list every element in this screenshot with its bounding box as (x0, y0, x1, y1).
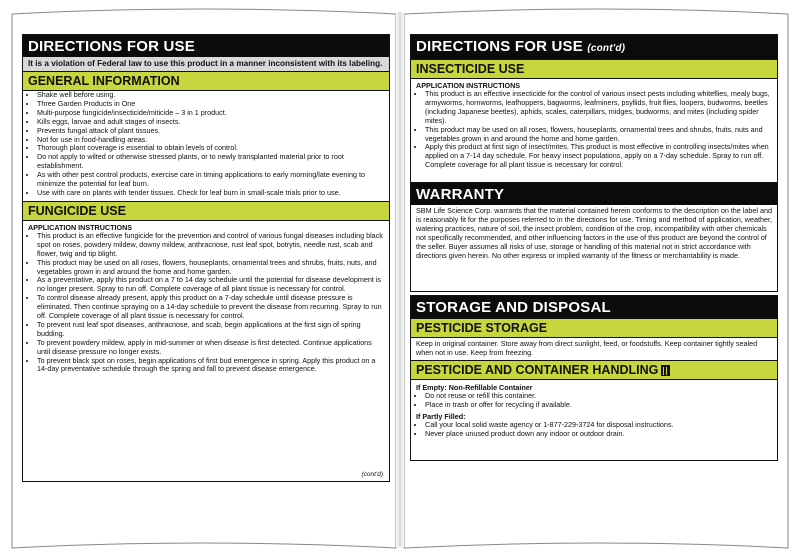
list-item: • Call your local solid waste agency or 1-877-229-3724 for disposal instructions. (425, 421, 772, 430)
fungicide-use-heading: FUNGICIDE USE (23, 201, 389, 221)
list-item: • Use with care on plants with tender tissues. Check for leaf burn in small-scale trials prior to use. (37, 189, 384, 198)
insecticide-instructions-list (411, 90, 777, 170)
pesticide-storage-heading: PESTICIDE STORAGE (411, 318, 777, 338)
list-item: • Shake well before using. (37, 91, 384, 100)
directions-panel-right (410, 34, 778, 190)
list-item: • To prevent rust leaf spot diseases, anthracnose, and scab, begin applications at the first sign of spring budding. (37, 321, 384, 339)
list-item: • Never place unused product down any indoor or outdoor drain. (425, 430, 772, 439)
storage-disposal-panel (410, 295, 778, 461)
warranty-text: SBM Life Science Corp. warrants that the material contained herein conforms to the description on the label and is reasonably fit for the purposes referred to in the directions for use. Timing and method of application, weather, watering practices, nature of soil, the insect problem, condition of the crop, incompatibility with other chemicals not specifically recommended, and other influencing factors in the use of this product are beyond the control of the seller. Buyer assumes all risks of use, storage or handling of this material not in strict accordance with directions given herein. No other express or implied warranty of the fitness or merchantability is made. (416, 206, 772, 260)
directions-cont-title (411, 35, 777, 59)
list-item: • Three Garden Products in One (37, 100, 384, 109)
list-item: • Prevents fungal attack of plant tissues. (37, 127, 384, 136)
federal-warning: It is a violation of Federal law to use this product in a manner inconsistent with its labeling. (23, 57, 389, 71)
list-item: • As a preventative, apply this product on a 7 to 14 day schedule until the potential for disease development is no longer present. Spray to run off. Complete coverage of all plant tissue is necessary for control. (37, 276, 384, 294)
list-item: • To prevent black spot on roses, begin applications of first bud emergence in spring. Apply this product on a 14-day preventative schedule through the spring and fall to prevent disease emergence. (37, 357, 384, 375)
warranty-panel (410, 182, 778, 292)
list-item: • Do not reuse or refill this container. (425, 392, 772, 401)
list-item: • This product may be used on all roses, flowers, houseplants, ornamental trees and shrubs, fruits, nuts and vegetables grown in and around the home and home garden. (425, 126, 772, 144)
directions-title: DIRECTIONS FOR USE (416, 38, 583, 55)
if-partly-filled-label: If Partly Filled: (416, 411, 466, 421)
general-information-heading: GENERAL INFORMATION (23, 71, 389, 91)
fungicide-application-subtitle: APPLICATION INSTRUCTIONS (28, 222, 133, 232)
list-item: • To prevent powdery mildew, apply in mid-summer or when disease is first detected. Continue applications until disease pressure no longer exists. (37, 339, 384, 357)
list-item: • Kills eggs, larvae and adult stages of insects. (37, 118, 384, 127)
right-page (410, 20, 778, 540)
pesticide-storage-text: Keep in original container. Store away from direct sunlight, feed, or foodstuffs. Keep container tightly sealed when not in use. Keep from freezing. (416, 339, 758, 357)
list-item: • Multi-purpose fungicide/insecticide/miticide – 3 in 1 product. (37, 109, 384, 118)
list-item: • Apply this product at first sign of insect/mites. This product is most effective in controlling insects/mites when applied on a 7-14 day schedule. For heavy insect populations, apply on a 7-day schedule. Spray to run off. Complete coverage for all plant tissue is necessary for control. (425, 143, 772, 170)
container-handling-heading (411, 360, 777, 380)
list-item: • Not for use in food-handling areas. (37, 136, 384, 145)
if-partly-filled-list (411, 421, 777, 439)
general-information-list (23, 91, 389, 198)
list-item: • This product may be used on all roses, flowers, houseplants, ornamental trees and shrubs, fruits, nuts, and vegetables grown in and around the home and home garden. (37, 259, 384, 277)
list-item: • Place in trash or offer for recycling if available. (425, 401, 772, 410)
if-empty-list (411, 392, 777, 410)
list-item: • This product is an effective insecticide for the control of various insect pests including whiteflies, mealy bugs, armyworms, hornworms, leafhoppers, bagworms, leafminers, psyllids, fruit flies, loopers, budworms, beetles (including Japanese beetles), aphids, scales, caterpillars, midges, budworms, and mites (including spider mites). (425, 90, 772, 126)
list-item: • This product is an effective fungicide for the prevention and control of various fungal diseases including black spot on roses, powdery mildew, downy mildew, anthracnose, rust leaf spot, botrytis, needle rust, scab and flower, twig and tip blight. (37, 232, 384, 259)
continued-note: (cont'd) (361, 471, 383, 478)
booklet-fold (396, 12, 404, 547)
container-handling-title: PESTICIDE AND CONTAINER HANDLING (416, 362, 659, 377)
list-item: • To control disease already present, apply this product on a 7-day schedule until disease pressure is eliminated. Then continue spraying on a 14-day schedule to prevent the disease from recurring. Spray to run off. Complete coverage of all plant tissue is necessary for control. (37, 294, 384, 321)
continued-suffix: (cont'd) (587, 43, 626, 54)
storage-disposal-heading: STORAGE AND DISPOSAL (411, 296, 777, 318)
insecticide-application-subtitle: APPLICATION INSTRUCTIONS (416, 81, 521, 90)
warranty-heading: WARRANTY (411, 183, 777, 205)
list-item: • Thorough plant coverage is essential to obtain levels of control. (37, 144, 384, 153)
list-item: • Do not apply to wilted or otherwise stressed plants, or to newly transplanted material prior to root establishment. (37, 153, 384, 171)
fungicide-instructions-list (23, 232, 389, 375)
left-page (22, 20, 390, 540)
trash-bin-icon (661, 365, 670, 376)
insecticide-use-heading: INSECTICIDE USE (411, 59, 777, 79)
list-item: • As with other pest control products, exercise care in timing applications to early morning/late evening to minimize the potential for leaf burn. (37, 171, 384, 189)
if-empty-label: If Empty: Non-Refillable Container (416, 382, 533, 392)
directions-title: DIRECTIONS FOR USE (23, 35, 389, 57)
directions-panel-left (22, 34, 390, 482)
